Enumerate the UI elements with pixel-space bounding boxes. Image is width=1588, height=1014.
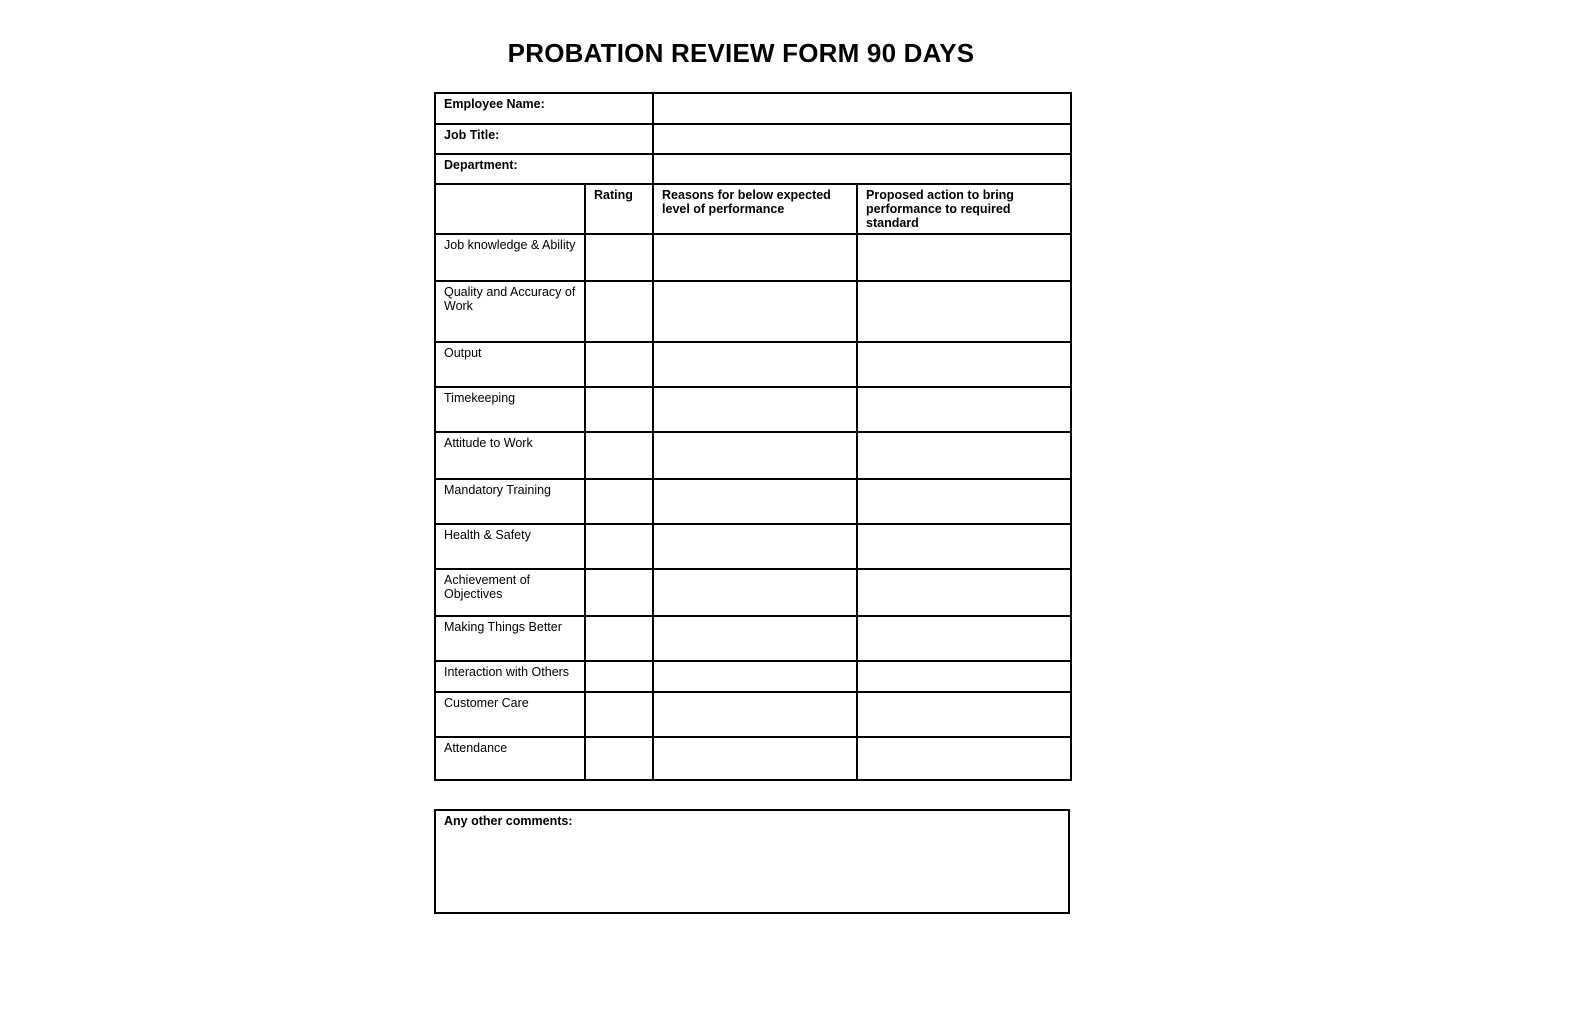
reasons-cell[interactable] xyxy=(653,432,857,479)
action-cell[interactable] xyxy=(857,342,1071,387)
rating-cell[interactable] xyxy=(585,661,653,692)
criteria-label: Achievement of Objectives xyxy=(435,569,585,616)
reasons-cell[interactable] xyxy=(653,281,857,342)
table-row xyxy=(435,342,1071,387)
comments-table xyxy=(434,809,1070,914)
criteria-label: Health & Safety xyxy=(435,524,585,569)
reasons-cell[interactable] xyxy=(653,479,857,524)
table-row xyxy=(435,569,1071,616)
criteria-header xyxy=(435,184,585,234)
action-cell[interactable] xyxy=(857,432,1071,479)
reasons-cell[interactable] xyxy=(653,342,857,387)
table-row xyxy=(435,737,1071,780)
rating-cell[interactable] xyxy=(585,524,653,569)
rating-cell[interactable] xyxy=(585,569,653,616)
reasons-cell[interactable] xyxy=(653,661,857,692)
rating-cell[interactable] xyxy=(585,432,653,479)
rating-cell[interactable] xyxy=(585,387,653,432)
action-cell[interactable] xyxy=(857,692,1071,737)
criteria-label: Attendance xyxy=(435,737,585,780)
criteria-label: Quality and Accuracy of Work xyxy=(435,281,585,342)
reasons-header: Reasons for below expected level of performance xyxy=(653,184,857,234)
table-row xyxy=(435,661,1071,692)
employee-name-field[interactable] xyxy=(653,93,1071,124)
comments-box[interactable] xyxy=(435,810,1069,913)
action-cell[interactable] xyxy=(857,524,1071,569)
comments-row xyxy=(435,810,1069,913)
table-row xyxy=(435,281,1071,342)
table-row xyxy=(435,432,1071,479)
action-cell[interactable] xyxy=(857,387,1071,432)
reasons-cell[interactable] xyxy=(653,387,857,432)
employee-name-row xyxy=(435,93,1071,124)
action-cell[interactable] xyxy=(857,234,1071,281)
table-row xyxy=(435,387,1071,432)
review-table xyxy=(434,92,1072,781)
department-row xyxy=(435,154,1071,184)
reasons-cell[interactable] xyxy=(653,737,857,780)
rating-cell[interactable] xyxy=(585,342,653,387)
table-row xyxy=(435,692,1071,737)
rating-cell[interactable] xyxy=(585,479,653,524)
criteria-label: Making Things Better xyxy=(435,616,585,661)
criteria-label: Customer Care xyxy=(435,692,585,737)
form-title: PROBATION REVIEW FORM 90 DAYS xyxy=(507,38,975,68)
criteria-label: Job knowledge & Ability xyxy=(435,234,585,281)
rating-cell[interactable] xyxy=(585,281,653,342)
reasons-cell[interactable] xyxy=(653,616,857,661)
reasons-cell[interactable] xyxy=(653,524,857,569)
job-title-label: Job Title: xyxy=(435,124,653,154)
department-field[interactable] xyxy=(653,154,1071,184)
table-row xyxy=(435,234,1071,281)
action-cell[interactable] xyxy=(857,569,1071,616)
criteria-label: Timekeeping xyxy=(435,387,585,432)
criteria-label: Mandatory Training xyxy=(435,479,585,524)
rating-cell[interactable] xyxy=(585,616,653,661)
table-row xyxy=(435,524,1071,569)
table-row xyxy=(435,616,1071,661)
comments-label: Any other comments: xyxy=(444,814,573,828)
rating-header: Rating xyxy=(585,184,653,234)
action-cell[interactable] xyxy=(857,281,1071,342)
action-header: Proposed action to bring performance to required standard xyxy=(857,184,1071,234)
action-cell[interactable] xyxy=(857,737,1071,780)
action-cell[interactable] xyxy=(857,616,1071,661)
action-cell[interactable] xyxy=(857,479,1071,524)
reasons-cell[interactable] xyxy=(653,569,857,616)
department-label: Department: xyxy=(435,154,653,184)
criteria-label: Output xyxy=(435,342,585,387)
job-title-row xyxy=(435,124,1071,154)
rating-cell[interactable] xyxy=(585,234,653,281)
criteria-label: Attitude to Work xyxy=(435,432,585,479)
rating-cell[interactable] xyxy=(585,737,653,780)
criteria-label: Interaction with Others xyxy=(435,661,585,692)
action-cell[interactable] xyxy=(857,661,1071,692)
reasons-cell[interactable] xyxy=(653,234,857,281)
criteria-header-row xyxy=(435,184,1071,234)
job-title-field[interactable] xyxy=(653,124,1071,154)
table-row xyxy=(435,479,1071,524)
rating-cell[interactable] xyxy=(585,692,653,737)
employee-name-label: Employee Name: xyxy=(435,93,653,124)
reasons-cell[interactable] xyxy=(653,692,857,737)
